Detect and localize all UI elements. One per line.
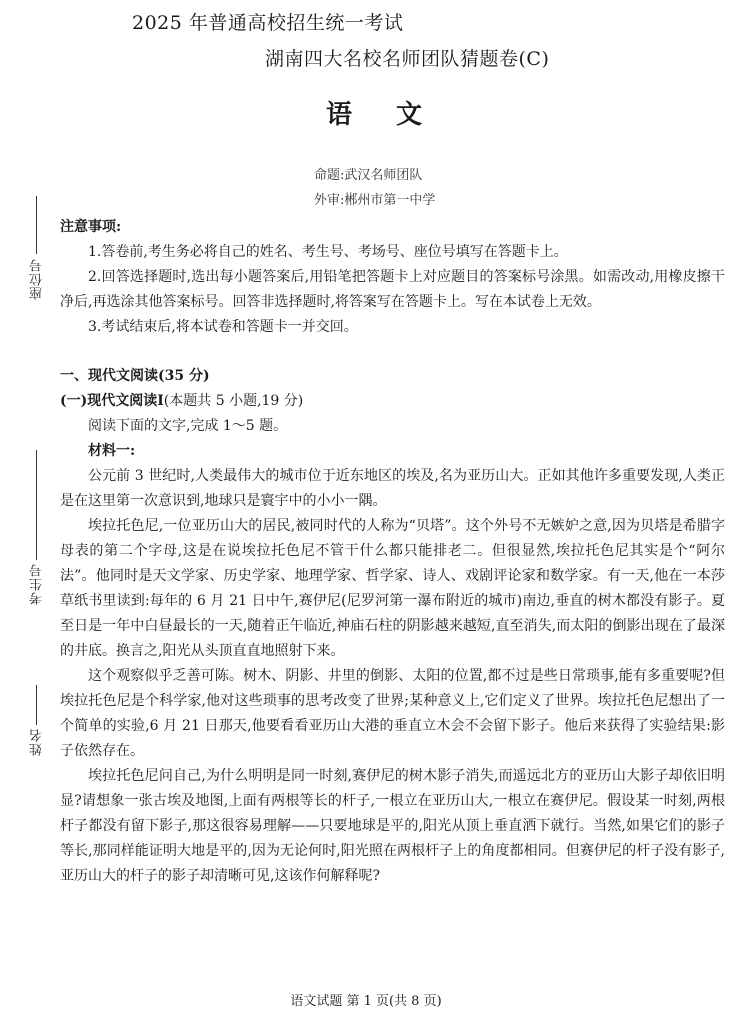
note-item: 3.考试结束后,将本试卷和答题卡一并交回。	[88, 319, 358, 335]
subject-title: 语文	[326, 100, 467, 130]
seat-blank-line	[36, 196, 37, 254]
subtitle-bold: (一)现代文阅读Ⅰ	[60, 393, 164, 409]
section-title-text: 一、现代文阅读(35 分)	[60, 368, 210, 384]
page-footer: 语文试题 第 1 页(共 8 页)	[290, 994, 442, 1009]
name-blank-line	[36, 685, 37, 725]
section-subtitle	[60, 389, 725, 414]
passage-paragraph: 埃拉托色尼,一位亚历山大的居民,被同时代的人称为“贝塔”。这个外号不无嫉妒之意,因为贝塔是希腊字母表的第二个字母,这是在说埃拉托色尼不管干什么都只能排老二。但很显然,埃拉托色尼其实是个“阿尔法”。他同时是天文学家、历史学家、地理学家、哲学家、诗人、戏剧评论家和数学家。有一天,他在一本莎草纸书里读到:每年的 6 月 21 日中午,赛伊尼(尼罗河第一瀑布附近的城市)南边,垂直的树木都没有影子。夏至日是一年中白昼最长的一天,随着正午临近,神庙石柱的阴影越来越短,直至消失,而太阳的倒影出现在了最深的井底。换言之,阳光从头顶直直地照射下来。	[60, 518, 725, 659]
exam-title-line1: 2025 年普通高校招生统一考试	[132, 12, 404, 34]
exam-body	[60, 215, 725, 889]
note-item: 2.回答选择题时,选出每小题答案后,用铅笔把答题卡上对应题目的答案标号涂黑。如需改动,用橡皮擦干净后,再选涂其他答案标号。回答非选择题时,将答案写在答题卡上。写在本试卷上无效。	[60, 269, 725, 310]
exam-no-label: 考生号	[30, 563, 45, 605]
instruction: 阅读下面的文字,完成 1～5 题。	[88, 418, 288, 434]
name-label: 姓名	[30, 728, 45, 756]
spacer	[60, 340, 725, 364]
passage-paragraph: 埃拉托色尼问自己,为什么明明是同一时刻,赛伊尼的树木影子消失,而遥远北方的亚历山大影子却依旧明显?请想象一张古埃及地图,上面有两根等长的杆子,一根立在亚历山大,一根立在赛伊尼。假设某一时刻,两根杆子都没有留下影子,那这很容易理解——只要地球是平的,阳光从顶上垂直洒下就行。当然,如果它们的影子等长,那同样能证明大地是平的,因为无论何时,阳光照在两根杆子上的角度都相同。但赛伊尼的杆子没有影子,亚历山大的杆子的影子却清晰可见,这该作何解释呢?	[60, 768, 725, 884]
notes-heading: 注意事项:	[60, 219, 122, 235]
material-label: 材料一:	[88, 443, 136, 459]
note-item: 1.答卷前,考生务必将自己的姓名、考生号、考场号、座位号填写在答题卡上。	[88, 244, 568, 260]
exam-title-line2: 湖南四大名校名师团队猜题卷(C)	[265, 48, 550, 70]
author-line: 命题:武汉名师团队	[314, 168, 423, 183]
reviewer-line: 外审:郴州市第一中学	[314, 193, 436, 208]
subtitle-rest: (本题共 5 小题,19 分)	[163, 393, 304, 409]
section-title	[60, 364, 725, 389]
seat-label: 座位号	[30, 258, 45, 300]
passage-paragraph: 公元前 3 世纪时,人类最伟大的城市位于近东地区的埃及,名为亚历山大。正如其他许多重要发现,人类正是在这里第一次意识到,地球只是寰宇中的小小一隅。	[60, 468, 725, 509]
passage-paragraph: 这个观察似乎乏善可陈。树木、阴影、井里的倒影、太阳的位置,都不过是些日常琐事,能有多重要呢?但埃拉托色尼是个科学家,他对这些琐事的思考改变了世界;某种意义上,它们定义了世界。埃拉托色尼想出了一个简单的实验,6 月 21 日那天,他要看看亚历山大港的垂直立木会不会留下影子。他后来获得了实验结果:影子依然存在。	[60, 668, 725, 759]
exam-no-blank-line	[36, 450, 37, 560]
binding-margin	[14, 0, 45, 1019]
